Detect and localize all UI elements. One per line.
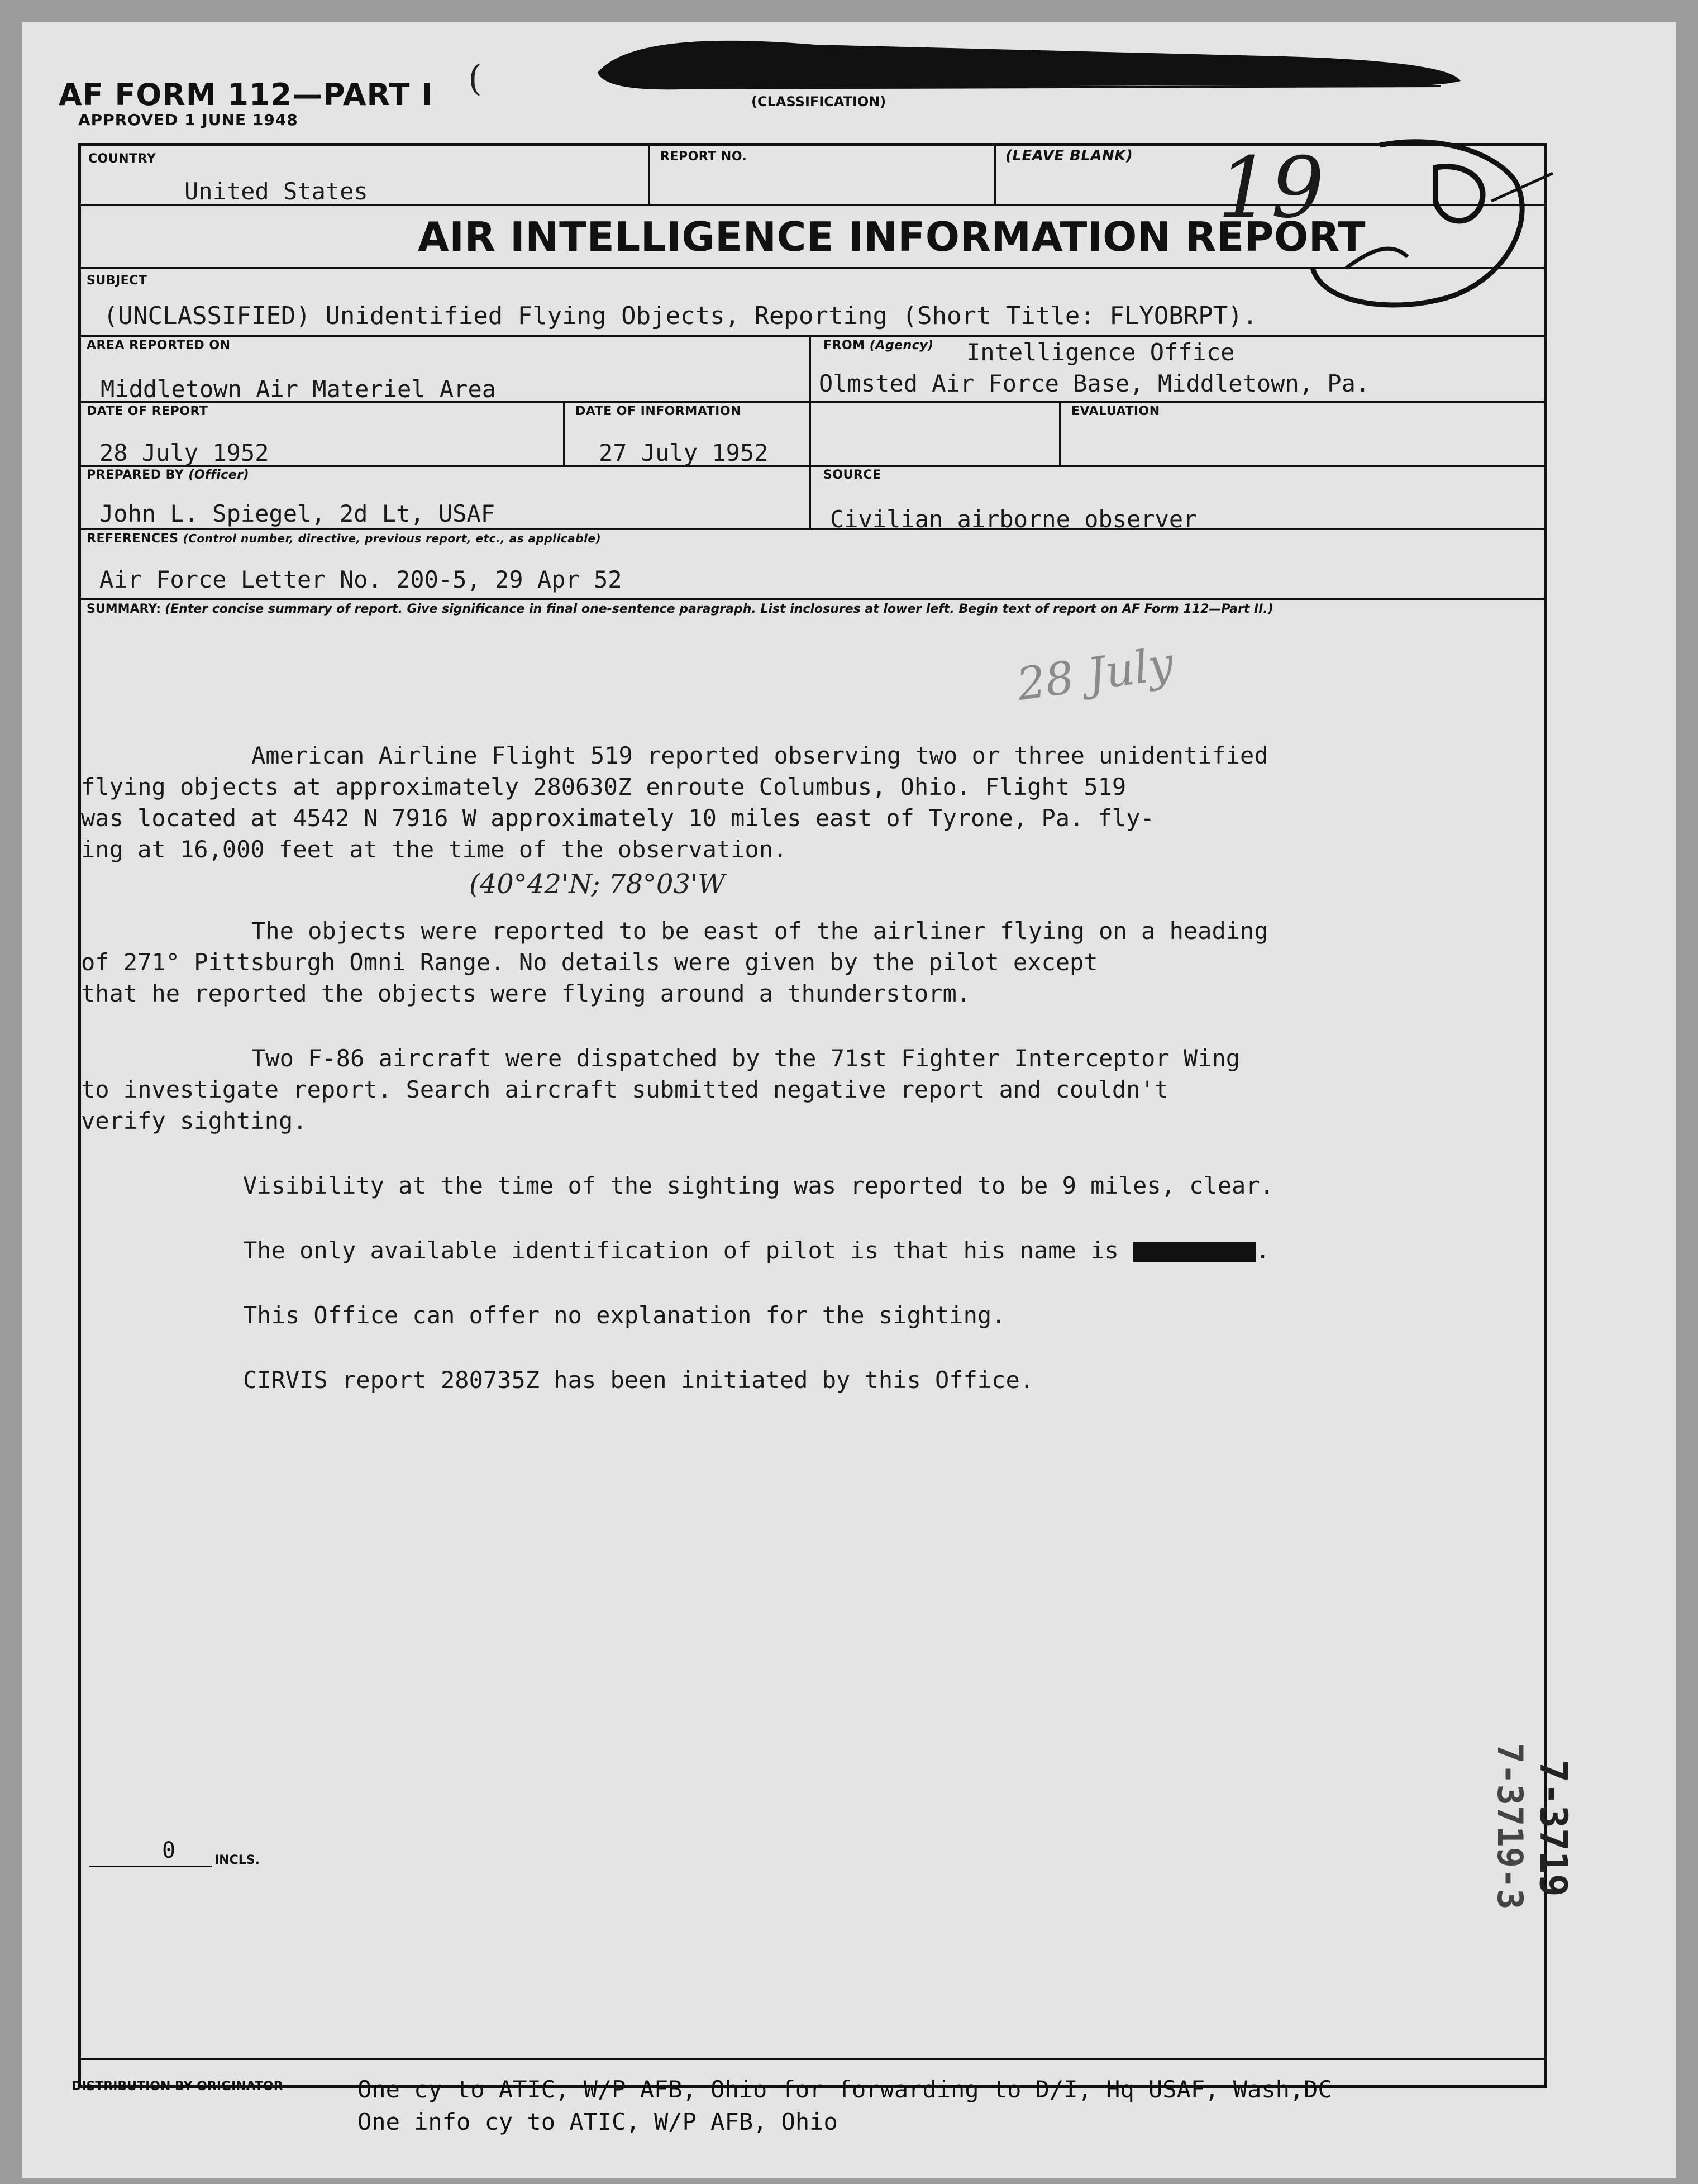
handwritten-coordinates: (40°42'N; 78°03'W — [469, 869, 726, 900]
classification-redaction — [592, 34, 1463, 101]
prepared-value: John L. Spiegel, 2d Lt, USAF — [99, 500, 495, 527]
date-report-label: DATE OF REPORT — [87, 404, 208, 418]
source-label: SOURCE — [823, 468, 881, 482]
distribution-list — [357, 2073, 1332, 2138]
classification-label: (CLASSIFICATION) — [751, 94, 886, 109]
rule-references — [78, 598, 1547, 600]
paragraph-visibility: Visibility at the time of the sighting was reported to be 9 miles, clear. — [243, 1172, 1274, 1199]
handwritten-page-number: 19 — [1218, 140, 1324, 237]
references-label-text: REFERENCES — [87, 532, 179, 546]
report-body — [81, 740, 1491, 1429]
paragraph-cirvis: CIRVIS report 280735Z has been initiated by this Office. — [243, 1366, 1034, 1394]
pilot-text: The only available identification of pilot is that his name is — [243, 1237, 1119, 1264]
evaluation-label: EVALUATION — [1071, 404, 1160, 418]
body-line: was located at 4542 N 7916 W approximately 10 miles east of Tyrone, Pa. fly- — [81, 804, 1155, 832]
body-line: Two F-86 aircraft were dispatched by the 71st Fighter Interceptor Wing — [251, 1045, 1241, 1072]
divider-from — [809, 335, 811, 528]
rule-subject — [78, 335, 1547, 337]
report-no-label: REPORT NO. — [660, 150, 747, 164]
subject-value: (UNCLASSIFIED) Unidentified Flying Objects, Reporting (Short Title: FLYOBRPT). — [103, 302, 1258, 330]
body-line: The objects were reported to be east of the airliner flying on a heading — [251, 917, 1268, 945]
divider-date — [563, 401, 565, 465]
body-line: American Airline Flight 519 reported observing two or three unidentified — [251, 742, 1268, 769]
handwritten-date-note: 28 July — [1013, 637, 1177, 711]
rule-prepared — [78, 528, 1547, 530]
date-info-label: DATE OF INFORMATION — [575, 404, 741, 418]
body-line: to investigate report. Search aircraft submitted negative report and couldn't — [81, 1076, 1169, 1103]
form-approved-date: APPROVED 1 JUNE 1948 — [78, 111, 298, 129]
from-label-text: FROM — [823, 338, 865, 352]
summary-label-text: SUMMARY: — [87, 602, 161, 616]
date-report-value: 28 July 1952 — [99, 439, 269, 466]
report-title: AIR INTELLIGENCE INFORMATION REPORT — [418, 213, 1366, 260]
pilot-text-end: . — [1256, 1237, 1270, 1264]
distribution-line-2: One info cy to ATIC, W/P AFB, Ohio — [357, 2108, 838, 2135]
distribution-label: DISTRIBUTION BY ORIGINATOR — [71, 2080, 283, 2094]
handwritten-scribble — [1201, 128, 1558, 330]
rule-dates — [78, 465, 1547, 467]
leave-blank-label: (LEAVE BLANK) — [1005, 147, 1133, 164]
divider-evaluation — [1059, 401, 1061, 465]
references-label — [87, 532, 601, 546]
references-value: Air Force Letter No. 200-5, 29 Apr 52 — [99, 566, 622, 593]
divider-report-no — [994, 143, 996, 204]
paragraph-sighting — [81, 740, 1491, 865]
inclosures-line — [89, 1866, 212, 1867]
paragraph-explanation: This Office can offer no explanation for the sighting. — [243, 1301, 1006, 1329]
paragraph-pilot — [162, 1235, 1491, 1266]
summary-hint: (Enter concise summary of report. Give significance in final one-sentence paragraph. List inclosures at lower left. Begin text of report on AF Form 112—Part II.) — [165, 602, 1274, 616]
side-number-1: 7-3719 — [1531, 1759, 1575, 1897]
stray-mark: ( — [468, 58, 482, 99]
body-line: verify sighting. — [81, 1107, 307, 1134]
summary-label — [87, 602, 1274, 616]
country-label: COUNTRY — [88, 152, 156, 166]
pilot-name-redaction — [1133, 1242, 1256, 1262]
divider-country — [648, 143, 650, 204]
distribution-line-1: One cy to ATIC, W/P AFB, Ohio for forwarding to D/I, Hq USAF, Wash,DC — [357, 2076, 1332, 2103]
inclosures-label: INCLS. — [214, 1853, 260, 1867]
body-line: that he reported the objects were flying around a thunderstorm. — [81, 980, 971, 1007]
prepared-label-officer: (Officer) — [188, 468, 250, 482]
from-value-1: Intelligence Office — [966, 338, 1235, 366]
rule-distribution — [78, 2058, 1547, 2060]
form-number: AF FORM 112—PART I — [59, 77, 433, 112]
body-line: of 271° Pittsburgh Omni Range. No details were given by the pilot except — [81, 948, 1098, 976]
prepared-label-text: PREPARED BY — [87, 468, 184, 482]
country-value: United States — [184, 178, 368, 205]
prepared-label — [87, 468, 249, 482]
subject-label: SUBJECT — [87, 274, 147, 288]
area-value: Middletown Air Materiel Area — [101, 375, 497, 403]
paragraph-objects — [81, 915, 1491, 1009]
date-info-value: 27 July 1952 — [599, 439, 769, 466]
from-label — [823, 338, 934, 352]
side-number-2: 7-3719-3 — [1490, 1743, 1530, 1910]
body-line: flying objects at approximately 280630Z enroute Columbus, Ohio. Flight 519 — [81, 773, 1127, 800]
references-hint: (Control number, directive, previous report, etc., as applicable) — [183, 532, 602, 545]
from-label-agency: (Agency) — [869, 338, 934, 352]
body-line: ing at 16,000 feet at the time of the observation. — [81, 836, 788, 863]
source-value: Civilian airborne observer — [830, 506, 1198, 533]
area-label: AREA REPORTED ON — [87, 338, 231, 352]
from-value-2: Olmsted Air Force Base, Middletown, Pa. — [819, 370, 1370, 397]
paragraph-intercept — [81, 1043, 1491, 1137]
inclosures-count: 0 — [162, 1838, 176, 1863]
